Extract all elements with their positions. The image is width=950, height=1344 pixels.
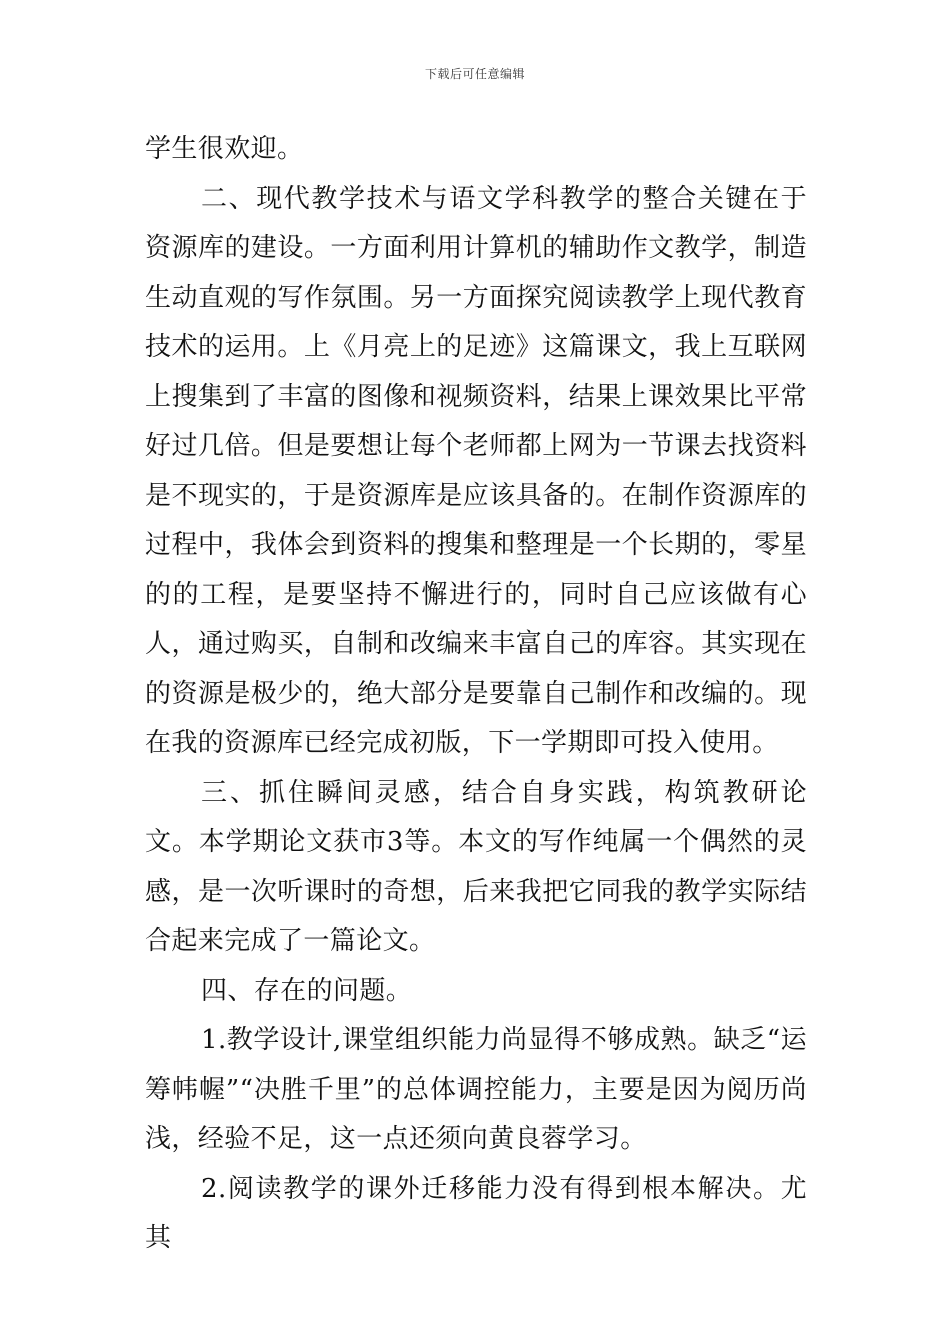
paragraph-problem-2: 2.阅读教学的课外迁移能力没有得到根本解决。尤其 xyxy=(145,1173,807,1253)
paragraph-section-3: 三、抓住瞬间灵感，结合自身实践，构筑教研论文。本学期论文获市3等。本文的写作纯属一个偶然的灵感，是一次听课时的奇想，后来我把它同我的教学实际结合起来完成了一篇论文。 xyxy=(145,777,807,956)
page-header: 下载后可任意编辑 xyxy=(424,67,525,81)
document-body xyxy=(145,125,807,1264)
paragraph-section-4-heading: 四、存在的问题。 xyxy=(201,975,413,1006)
paragraph-problem-1: 1.教学设计,课堂组织能力尚显得不够成熟。缺乏“运筹帏幄”“决胜千里”的总体调控能力，主要是因为阅历尚浅，经验不足，这一点还须向黄良蓉学习。 xyxy=(145,1025,807,1154)
paragraph-continuation: 学生很欢迎。 xyxy=(145,134,304,164)
paragraph-section-2: 二、现代教学技术与语文学科教学的整合关键在于资源库的建设。一方面利用计算机的辅助作文教学，制造生动直观的写作氛围。另一方面探究阅读教学上现代教育技术的运用。上《月亮上的足迹》这篇课文，我上互联网上搜集到了丰富的图像和视频资料，结果上课效果比平常好过几倍。但是要想让每个老师都上网为一节课去找资料是不现实的，于是资源库是应该具备的。在制作资源库的过程中，我体会到资料的搜集和整理是一个长期的，零星的的工程，是要坚持不懈进行的，同时自己应该做有心人，通过购买，自制和改编来丰富自己的库容。其实现在的资源是极少的，绝大部分是要靠自己制作和改编的。现在我的资源库已经完成初版，下一学期即可投入使用。 xyxy=(145,183,807,758)
